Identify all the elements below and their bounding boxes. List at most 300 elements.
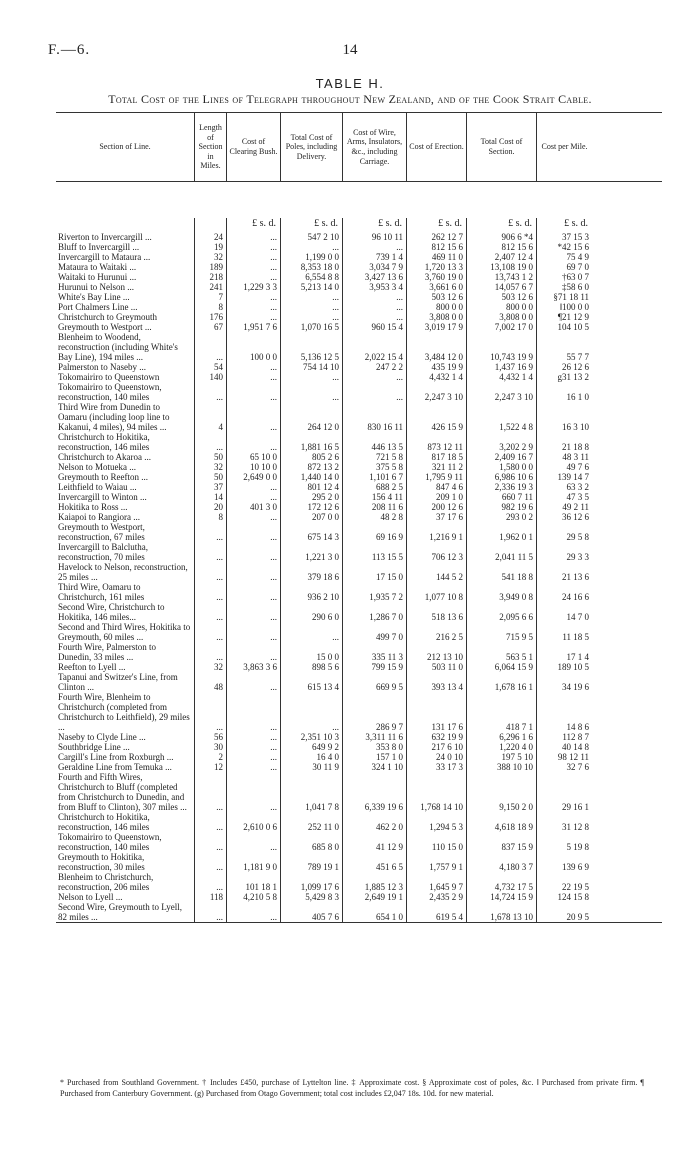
value-cell: 247 2 2	[342, 362, 406, 372]
value-cell: ...	[194, 602, 226, 622]
value-cell: ...	[194, 772, 226, 812]
value-cell: ...	[194, 622, 226, 642]
value-cell: ...	[226, 772, 280, 812]
table-caption: Total Cost of the Lines of Telegraph throughout New Zealand, and of the Cook Strait Cable.	[108, 92, 592, 106]
section-cell: Greymouth to Reefton ...	[58, 472, 148, 482]
value-cell: ...	[226, 272, 280, 282]
value-cell: 7,002 17 0	[466, 322, 536, 332]
value-cell: ...	[226, 522, 280, 542]
table-row	[56, 892, 662, 902]
section-cell: Tokomairiro to Queenstown, reconstruction, 140 miles	[58, 382, 162, 402]
table-row	[56, 432, 662, 452]
section-cell: Blenheim to Woodend, reconstruction (including White's Bay Line), 194 miles ...	[58, 332, 178, 362]
value-cell: 335 11 3	[342, 642, 406, 662]
table-row	[56, 522, 662, 542]
section-cell: Christchurch to Greymouth	[58, 312, 157, 322]
value-cell: 4,732 17 5	[466, 872, 536, 892]
table-row	[56, 252, 662, 262]
value-cell: 41 12 9	[342, 832, 406, 852]
value-cell: 139 14 7	[536, 472, 592, 482]
table-row	[56, 742, 662, 752]
value-cell: 49 7 6	[536, 462, 592, 472]
value-cell: 1,437 16 9	[466, 362, 536, 372]
value-cell: 754 14 10	[280, 362, 342, 372]
value-cell: 685 8 0	[280, 832, 342, 852]
unit-cell: £ s. d.	[466, 218, 536, 232]
value-cell: ...	[226, 622, 280, 642]
value-cell: 2,435 2 9	[406, 892, 466, 902]
value-cell: 393 13 4	[406, 672, 466, 692]
section-cell: Mataura to Waitaki ...	[58, 262, 137, 272]
value-cell: 3,019 17 9	[406, 322, 466, 332]
value-cell: 13,108 19 0	[466, 262, 536, 272]
table-row	[56, 502, 662, 512]
value-cell: ...	[226, 582, 280, 602]
value-cell: ...	[226, 542, 280, 562]
section-cell: Hokitika to Ross ...	[58, 502, 128, 512]
value-cell: 837 15 9	[466, 832, 536, 852]
value-cell: 2,247 3 10	[466, 382, 536, 402]
value-cell: 1,678 13 10	[466, 902, 536, 922]
value-cell: ...	[194, 832, 226, 852]
value-cell: ...	[226, 602, 280, 622]
value-cell: 3,808 0 0	[406, 312, 466, 322]
value-cell: 144 5 2	[406, 562, 466, 582]
value-cell: 3,953 3 4	[342, 282, 406, 292]
section-cell: Invercargill to Mataura ...	[58, 252, 151, 262]
value-cell: ...	[280, 292, 342, 302]
column-header: Cost per Mile.	[536, 113, 592, 181]
value-cell: 503 11 0	[406, 662, 466, 672]
section-cell: Naseby to Clyde Line ...	[58, 732, 146, 742]
value-cell: ...	[280, 302, 342, 312]
value-cell: 619 5 4	[406, 902, 466, 922]
value-cell: 800 0 0	[406, 302, 466, 312]
section-cell: Southbridge Line ...	[58, 742, 130, 752]
value-cell: 654 1 0	[342, 902, 406, 922]
value-cell: 209 1 0	[406, 492, 466, 502]
table-body	[56, 218, 662, 922]
section-cell: Nelson to Motueka ...	[58, 462, 136, 472]
unit-cell	[194, 218, 226, 232]
section-cell: Palmerston to Naseby ...	[58, 362, 146, 372]
value-cell: 1,768 14 10	[406, 772, 466, 812]
section-cell: Second Wire, Christchurch to Hokitika, 146 miles...	[58, 602, 165, 622]
value-cell: 286 9 7	[342, 692, 406, 732]
value-cell: 189	[194, 262, 226, 272]
section-cell: Third Wire from Dunedin to Oamaru (including loop line to Kakanui, 4 miles), 94 miles ...	[58, 402, 170, 432]
table-row	[56, 582, 662, 602]
value-cell: 3,661 6 0	[406, 282, 466, 292]
value-cell: 669 9 5	[342, 672, 406, 692]
value-cell: ...	[226, 732, 280, 742]
value-cell: 47 3 5	[536, 492, 592, 502]
table-row	[56, 232, 662, 242]
cost-table	[56, 112, 662, 923]
section-cell: Kaiapoi to Rangiora ...	[58, 512, 140, 522]
value-cell: 2,407 12 4	[466, 252, 536, 262]
value-cell: 2,351 10 3	[280, 732, 342, 742]
value-cell: 401 3 0	[226, 502, 280, 512]
value-cell: 800 0 0	[466, 302, 536, 312]
value-cell: 2	[194, 752, 226, 762]
value-cell: 56	[194, 732, 226, 742]
value-cell: 55 7 7	[536, 332, 592, 362]
value-cell: 9,150 2 0	[466, 772, 536, 812]
value-cell: 1,885 12 3	[342, 872, 406, 892]
table-row	[56, 562, 662, 582]
value-cell: 50	[194, 472, 226, 482]
value-cell: 4,180 3 7	[466, 852, 536, 872]
value-cell: 5 19 8	[536, 832, 592, 852]
value-cell: 715 9 5	[466, 622, 536, 642]
value-cell: 112 8 7	[536, 732, 592, 742]
value-cell: 24 0 10	[406, 752, 466, 762]
value-cell: 1,440 14 0	[280, 472, 342, 482]
value-cell: 1,580 0 0	[466, 462, 536, 472]
value-cell: 20	[194, 502, 226, 512]
value-cell: 30	[194, 742, 226, 752]
value-cell: 32	[194, 662, 226, 672]
value-cell: 960 15 4	[342, 322, 406, 332]
value-cell: 1,229 3 3	[226, 282, 280, 292]
value-cell: 75 4 9	[536, 252, 592, 262]
section-cell: White's Bay Line ...	[58, 292, 130, 302]
value-cell: ...	[226, 832, 280, 852]
value-cell: 706 12 3	[406, 542, 466, 562]
section-cell: Port Chalmers Line ...	[58, 302, 138, 312]
value-cell: ...	[280, 692, 342, 732]
value-cell: 1,962 0 1	[466, 522, 536, 542]
value-cell: 503 12 6	[466, 292, 536, 302]
value-cell: 290 6 0	[280, 602, 342, 622]
value-cell: 426 15 9	[406, 402, 466, 432]
value-cell: 32	[194, 462, 226, 472]
table-row	[56, 322, 662, 332]
value-cell: 29 16 1	[536, 772, 592, 812]
value-cell: ...	[226, 432, 280, 452]
value-cell: 17 15 0	[342, 562, 406, 582]
value-cell: 21 13 6	[536, 562, 592, 582]
value-cell: 189 10 5	[536, 662, 592, 672]
value-cell: 67	[194, 322, 226, 332]
value-cell: 2,649 0 0	[226, 472, 280, 482]
value-cell: ‡58 6 0	[536, 282, 592, 292]
value-cell: 6,339 19 6	[342, 772, 406, 812]
value-cell: 675 14 3	[280, 522, 342, 542]
value-cell: 30 11 9	[280, 762, 342, 772]
section-cell: Havelock to Nelson, reconstruction, 25 miles ...	[58, 562, 188, 582]
value-cell: 1,935 7 2	[342, 582, 406, 602]
section-cell: Fourth Wire, Palmerston to Dunedin, 33 miles ...	[58, 642, 156, 662]
value-cell: §71 18 11	[536, 292, 592, 302]
value-cell: 104 10 5	[536, 322, 592, 332]
table-row	[56, 272, 662, 282]
value-cell: ...	[194, 582, 226, 602]
value-cell: *42 15 6	[536, 242, 592, 252]
value-cell: 936 2 10	[280, 582, 342, 602]
value-cell: ‖100 0 0	[536, 302, 592, 312]
value-cell: 29 5 8	[536, 522, 592, 542]
column-header: Total Cost of Section.	[466, 113, 536, 181]
value-cell: 1,881 16 5	[280, 432, 342, 452]
value-cell: 29 3 3	[536, 542, 592, 562]
value-cell: 2,336 19 3	[466, 482, 536, 492]
value-cell: 8	[194, 302, 226, 312]
page-header	[48, 42, 652, 62]
value-cell: ...	[226, 692, 280, 732]
value-cell: 446 13 5	[342, 432, 406, 452]
value-cell: 2,409 16 7	[466, 452, 536, 462]
value-cell: †63 0 7	[536, 272, 592, 282]
table-row	[56, 332, 662, 362]
value-cell: 98 12 11	[536, 752, 592, 762]
value-cell: 847 4 6	[406, 482, 466, 492]
value-cell: 264 12 0	[280, 402, 342, 432]
value-cell: ...	[226, 752, 280, 762]
value-cell: 1,678 16 1	[466, 672, 536, 692]
table-row	[56, 312, 662, 322]
value-cell: 1,645 9 7	[406, 872, 466, 892]
value-cell: ...	[280, 372, 342, 382]
value-cell: 1,070 16 5	[280, 322, 342, 332]
value-cell: 16 4 0	[280, 752, 342, 762]
value-cell: 1,181 9 0	[226, 852, 280, 872]
table-row	[56, 902, 662, 922]
value-cell: 54	[194, 362, 226, 372]
value-cell: 2,649 19 1	[342, 892, 406, 902]
value-cell: 218	[194, 272, 226, 282]
value-cell: ...	[226, 742, 280, 752]
section-cell: Blenheim to Christchurch, reconstruction, 206 miles	[58, 872, 154, 892]
value-cell: ...	[194, 332, 226, 362]
value-cell: 563 5 1	[466, 642, 536, 662]
section-cell: Geraldine Line from Temuka ...	[58, 762, 172, 772]
value-cell: 721 5 8	[342, 452, 406, 462]
value-cell: 12	[194, 762, 226, 772]
section-cell: Second Wire, Greymouth to Lyell, 82 miles ...	[58, 902, 182, 922]
value-cell: 4,432 1 4	[406, 372, 466, 382]
value-cell: ...	[194, 542, 226, 562]
value-cell: 24	[194, 232, 226, 242]
value-cell: 1,757 9 1	[406, 852, 466, 872]
column-header: Cost of Clearing Bush.	[226, 113, 280, 181]
value-cell: 20 9 5	[536, 902, 592, 922]
value-cell: 462 2 0	[342, 812, 406, 832]
unit-cell	[56, 218, 194, 232]
value-cell: 518 13 6	[406, 602, 466, 622]
value-cell: 22 19 5	[536, 872, 592, 892]
value-cell: 140	[194, 372, 226, 382]
column-header: Section of Line.	[99, 142, 151, 152]
units-row	[56, 218, 662, 232]
section-cell: Riverton to Invercargill ...	[58, 232, 152, 242]
value-cell: 1,041 7 8	[280, 772, 342, 812]
table-row	[56, 832, 662, 852]
value-cell: 295 2 0	[280, 492, 342, 502]
table-row	[56, 362, 662, 372]
value-cell: ...	[226, 672, 280, 692]
section-cell: Reefton to Lyell ...	[58, 662, 126, 672]
table-row	[56, 752, 662, 762]
section-cell: Tokomairiro to Queenstown, reconstruction, 140 miles	[58, 832, 162, 852]
table-row	[56, 622, 662, 642]
value-cell: 615 13 4	[280, 672, 342, 692]
value-cell: 16 1 0	[536, 382, 592, 402]
value-cell: 15 0 0	[280, 642, 342, 662]
column-header: Length of Section in Miles.	[194, 113, 226, 181]
value-cell: 3,202 2 9	[466, 432, 536, 452]
value-cell: ...	[226, 902, 280, 922]
table-row	[56, 382, 662, 402]
value-cell: ...	[194, 872, 226, 892]
value-cell: 252 11 0	[280, 812, 342, 832]
value-cell: 17 1 4	[536, 642, 592, 662]
value-cell: 10,743 19 9	[466, 332, 536, 362]
value-cell: 2,022 15 4	[342, 332, 406, 362]
value-cell: 3,034 7 9	[342, 262, 406, 272]
value-cell: 50	[194, 452, 226, 462]
value-cell: ...	[342, 382, 406, 402]
value-cell: 6,554 8 8	[280, 272, 342, 282]
value-cell: 1,720 13 3	[406, 262, 466, 272]
value-cell: 2,095 6 6	[466, 602, 536, 622]
value-cell: g31 13 2	[536, 372, 592, 382]
value-cell: 388 10 10	[466, 762, 536, 772]
value-cell: 6,064 15 9	[466, 662, 536, 672]
value-cell: 830 16 11	[342, 402, 406, 432]
table-row	[56, 302, 662, 312]
value-cell: ...	[194, 902, 226, 922]
value-cell: 872 13 2	[280, 462, 342, 472]
value-cell: ...	[226, 762, 280, 772]
table-row	[56, 472, 662, 482]
value-cell: 21 18 8	[536, 432, 592, 452]
value-cell: 1,216 9 1	[406, 522, 466, 542]
value-cell: 40 14 8	[536, 742, 592, 752]
table-row	[56, 852, 662, 872]
value-cell: 124 15 8	[536, 892, 592, 902]
value-cell: 8	[194, 512, 226, 522]
value-cell: 32 7 6	[536, 762, 592, 772]
unit-cell: £ s. d.	[406, 218, 466, 232]
value-cell: 3,484 12 0	[406, 332, 466, 362]
value-cell: 101 18 1	[226, 872, 280, 892]
value-cell: 100 0 0	[226, 332, 280, 362]
table-row	[56, 452, 662, 462]
value-cell: 1,522 4 8	[466, 402, 536, 432]
value-cell: 293 0 2	[466, 512, 536, 522]
value-cell: 8,353 18 0	[280, 262, 342, 272]
table-row	[56, 772, 662, 812]
value-cell: 19	[194, 242, 226, 252]
value-cell: ...	[226, 362, 280, 372]
value-cell: 96 10 11	[342, 232, 406, 242]
table-row	[56, 462, 662, 472]
column-header: Cost of Wire, Arms, Insulators, &c., including Carriage.	[342, 113, 406, 181]
table-row	[56, 872, 662, 892]
section-cell: Christchurch to Hokitika, reconstruction, 146 miles	[58, 432, 150, 452]
value-cell: 14	[194, 492, 226, 502]
value-cell: ...	[194, 642, 226, 662]
document-code: F.—6.	[48, 42, 91, 58]
column-header: Cost of Erection.	[406, 113, 466, 181]
value-cell: 805 2 6	[280, 452, 342, 462]
table-row	[56, 292, 662, 302]
table-row	[56, 762, 662, 772]
value-cell: 1,795 9 11	[406, 472, 466, 482]
section-cell: Invercargill to Balclutha, reconstruction, 70 miles	[58, 542, 149, 562]
value-cell: ...	[226, 232, 280, 242]
value-cell: ...	[226, 482, 280, 492]
value-cell: 65 10 0	[226, 452, 280, 462]
section-cell: Nelson to Lyell ...	[58, 892, 123, 902]
value-cell: 49 2 11	[536, 502, 592, 512]
value-cell: 69 7 0	[536, 262, 592, 272]
value-cell: 24 16 6	[536, 582, 592, 602]
value-cell: 547 2 10	[280, 232, 342, 242]
value-cell: 10 10 0	[226, 462, 280, 472]
section-cell: Fourth Wire, Blenheim to Christchurch (completed from Christchurch to Leithfield), 29 miles ...	[58, 692, 190, 732]
value-cell: 353 8 0	[342, 742, 406, 752]
value-cell: 139 6 9	[536, 852, 592, 872]
value-cell: 207 0 0	[280, 512, 342, 522]
value-cell: 324 1 10	[342, 762, 406, 772]
section-cell: Cargill's Line from Roxburgh ...	[58, 752, 174, 762]
value-cell: 3,427 13 6	[342, 272, 406, 282]
value-cell: 418 7 1	[466, 692, 536, 732]
value-cell: 26 12 6	[536, 362, 592, 372]
value-cell: 649 9 2	[280, 742, 342, 752]
value-cell: 212 13 10	[406, 642, 466, 662]
section-cell: Greymouth to Hokitika, reconstruction, 30 miles	[58, 852, 145, 872]
value-cell: ...	[226, 302, 280, 312]
value-cell: 48 3 11	[536, 452, 592, 462]
value-cell: 375 5 8	[342, 462, 406, 472]
value-cell: 4	[194, 402, 226, 432]
unit-cell: £ s. d.	[280, 218, 342, 232]
page-number: 14	[342, 42, 358, 58]
value-cell: 1,077 10 8	[406, 582, 466, 602]
value-cell: 208 11 6	[342, 502, 406, 512]
value-cell: ...	[342, 242, 406, 252]
section-cell: Hurunui to Nelson ...	[58, 282, 134, 292]
section-cell: Greymouth to Westport ...	[58, 322, 152, 332]
value-cell: 176	[194, 312, 226, 322]
value-cell: 6,986 10 6	[466, 472, 536, 482]
value-cell: 69 16 9	[342, 522, 406, 542]
value-cell: 469 11 0	[406, 252, 466, 262]
unit-cell: £ s. d.	[226, 218, 280, 232]
value-cell: 48 2 8	[342, 512, 406, 522]
table-row	[56, 512, 662, 522]
value-cell: 379 18 6	[280, 562, 342, 582]
value-cell: 321 11 2	[406, 462, 466, 472]
value-cell: 7	[194, 292, 226, 302]
value-cell: 541 18 8	[466, 562, 536, 582]
value-cell: 688 2 5	[342, 482, 406, 492]
value-cell: ...	[194, 812, 226, 832]
value-cell: 3,808 0 0	[466, 312, 536, 322]
table-row	[56, 732, 662, 742]
value-cell: 4,618 18 9	[466, 812, 536, 832]
value-cell: 1,294 5 3	[406, 812, 466, 832]
value-cell: ...	[226, 312, 280, 322]
value-cell: 131 17 6	[406, 692, 466, 732]
value-cell: 33 17 3	[406, 762, 466, 772]
value-cell: ...	[226, 372, 280, 382]
value-cell: 3,311 11 6	[342, 732, 406, 742]
